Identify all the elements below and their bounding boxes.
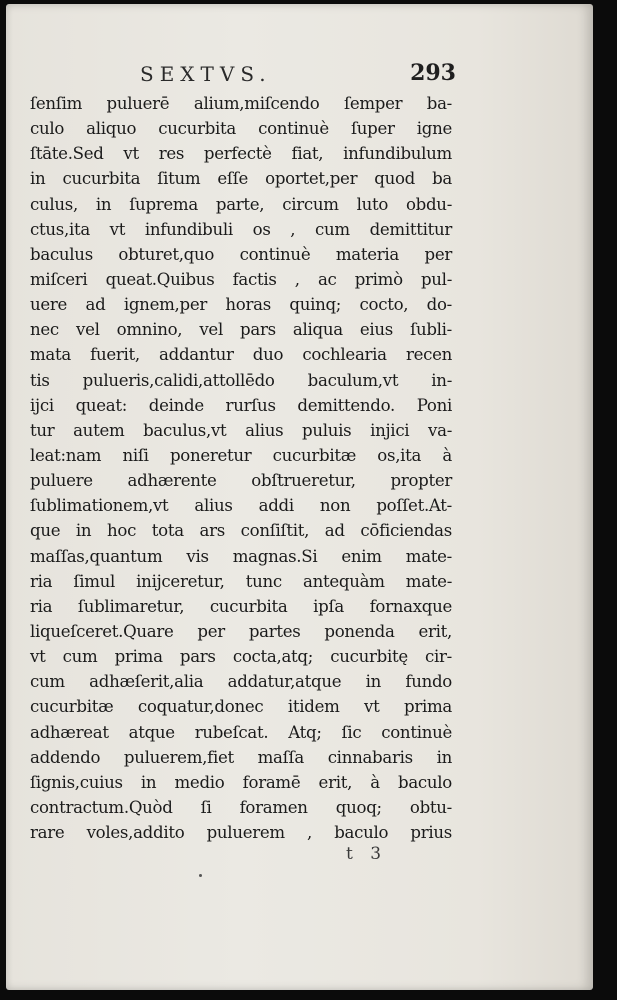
text-line: tis pulueris,calidi,attollēdo baculum,vt in-	[30, 370, 452, 390]
text-line: que in hoc tota ars conſiſtit, ad cōficiendas	[30, 521, 452, 541]
ink-speck	[199, 874, 202, 877]
running-title: SEXTVS.	[140, 62, 272, 86]
text-line: ria ſublimaretur, cucurbita ipſa fornaxque	[30, 596, 452, 616]
text-line: ſublimationem,vt alius addi non poſſet.At-	[30, 496, 452, 516]
text-line: liqueſceret.Quare per partes ponenda erit,	[30, 621, 452, 641]
text-line: ſenſim puluerē alium,miſcendo ſemper ba-	[30, 94, 452, 113]
text-line: cum adhæſerit,alia addatur,atque in fundo	[30, 672, 452, 692]
text-line: ijci queat: deinde rurſus demittendo. Poni	[30, 395, 452, 415]
page-number: 293	[410, 60, 456, 86]
text-line: culus, in ſuprema parte, circum luto obdu-	[30, 194, 452, 214]
text-line: uere ad ignem,per horas quinq; cocto, do-	[30, 295, 452, 315]
text-line: tur autem baculus,vt alius puluis injici va-	[30, 420, 452, 440]
text-line: in cucurbita ſitum eſſe oportet,per quod ba	[30, 169, 452, 189]
text-line: ria ſimul inijceretur, tunc antequàm mate-	[30, 571, 452, 591]
text-line: puluere adhærente obſtrueretur, propter	[30, 471, 452, 491]
text-line: nec vel omnino, vel pars aliqua eius ſubli-	[30, 320, 452, 340]
text-line: ſignis,cuius in medio foramē erit, à baculo	[30, 772, 452, 792]
text-line: cucurbitæ coquatur,donec itidem vt prima	[30, 697, 452, 717]
signature-mark: t 3	[346, 844, 388, 864]
text-line: adhæreat atque rubeſcat. Atq; ſic continuè	[30, 722, 452, 742]
text-line: baculus obturet,quo continuè materia per	[30, 244, 452, 264]
text-line: miſceri queat.Quibus factis , ac primò pul-	[30, 269, 452, 289]
book-page	[6, 4, 593, 990]
text-line: maſſas,quantum vis magnas.Si enim mate-	[30, 546, 452, 566]
running-head	[36, 62, 456, 92]
text-line: rare voles,addito puluerem , baculo prius	[30, 823, 452, 843]
text-line: vt cum prima pars cocta,atq; cucurbitę cir-	[30, 647, 452, 667]
text-line: leat:nam niſi poneretur cucurbitæ os,ita à	[30, 445, 452, 465]
text-line: addendo puluerem,fiet maſſa cinnabaris in	[30, 747, 452, 767]
text-line: ctus,ita vt infundibuli os , cum demittitur	[30, 219, 452, 239]
text-line: culo aliquo cucurbita continuè ſuper igne	[30, 119, 452, 139]
text-line: contractum.Quòd ſi foramen quoq; obtu-	[30, 797, 452, 817]
text-line: mata fuerit, addantur duo cochlearia recen	[30, 345, 452, 365]
body-text	[30, 91, 452, 845]
text-line: ſtāte.Sed vt res perfectè fiat, infundibulum	[30, 144, 452, 164]
